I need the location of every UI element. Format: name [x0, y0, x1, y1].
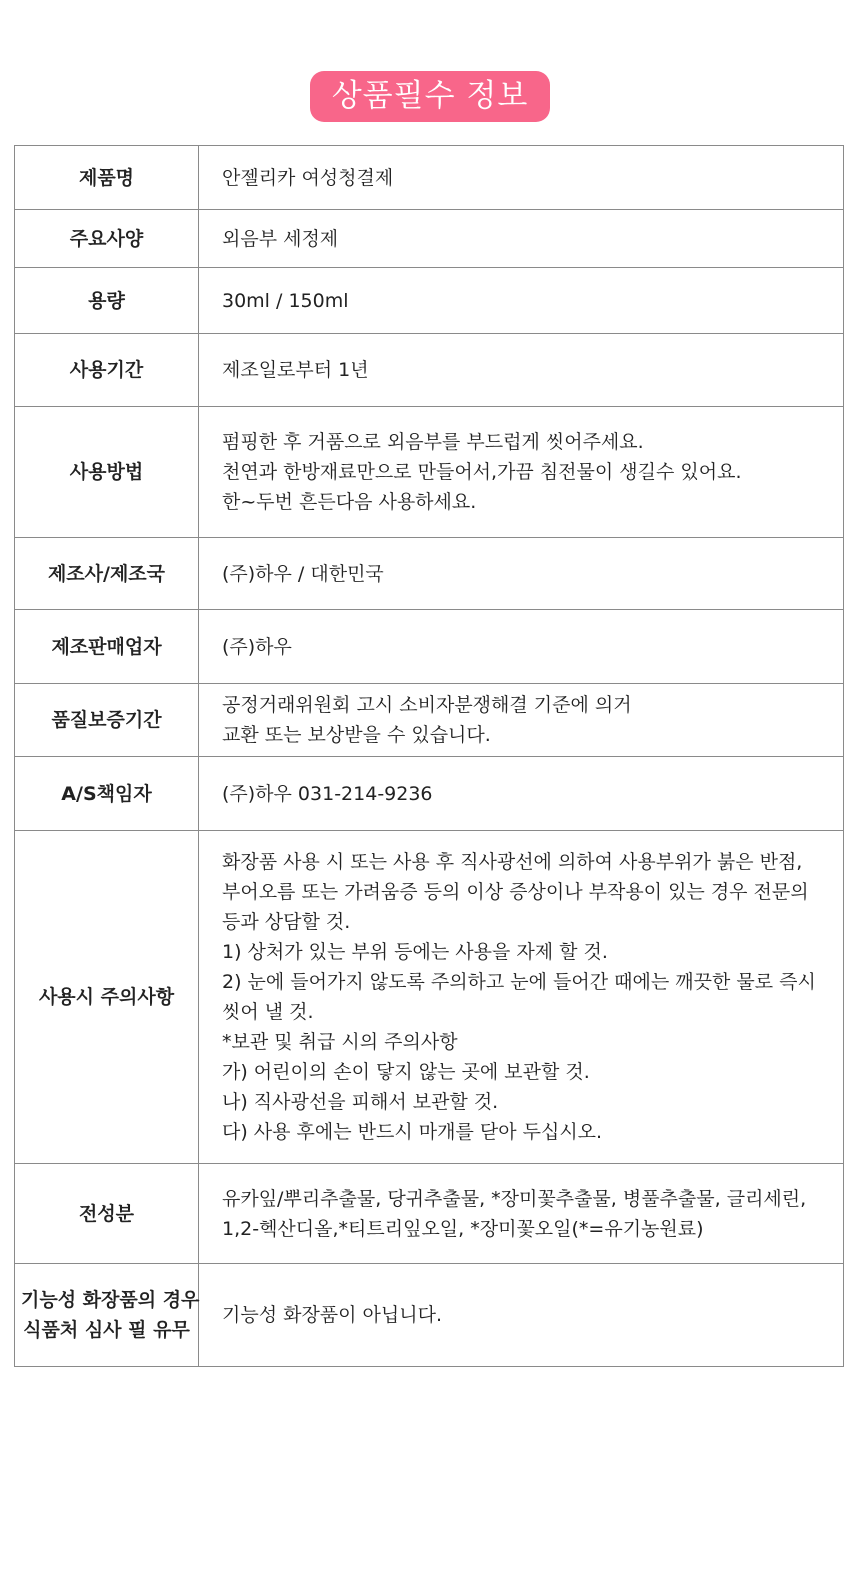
row-value-line: (주)하우 031-214-9236 — [222, 782, 433, 805]
table-row — [15, 334, 844, 407]
row-label: 제조판매업자 — [51, 635, 162, 658]
row-value-cell — [199, 146, 844, 210]
row-label: 제품명 — [78, 166, 135, 189]
table-row — [15, 538, 844, 610]
row-value-line: 가) 어린이의 손이 닿지 않는 곳에 보관할 것. — [222, 1061, 590, 1083]
row-label: 품질보증기간 — [51, 709, 162, 731]
row-value-line: 제조일로부터 1년 — [222, 359, 369, 381]
row-label-cell — [15, 210, 199, 268]
row-value-cell — [199, 268, 844, 334]
row-value-line: 부어오름 또는 가려움증 등의 이상 증상이나 부작용이 있는 경우 전문의 — [222, 881, 809, 903]
row-label-cell — [15, 407, 199, 538]
row-value-cell — [199, 610, 844, 684]
row-value-line: 나) 직사광선을 피해서 보관할 것. — [222, 1091, 499, 1113]
row-label-cell — [15, 334, 199, 407]
row-value-line: 펌핑한 후 거품으로 외음부를 부드럽게 씻어주세요. — [222, 431, 644, 453]
row-label-cell — [15, 1164, 199, 1264]
title-wrapper — [0, 71, 860, 122]
table-row — [15, 1264, 844, 1367]
row-value-line: 1) 상처가 있는 부위 등에는 사용을 자제 할 것. — [222, 941, 608, 963]
row-label: A/S책임자 — [61, 782, 152, 805]
row-label: 전성분 — [78, 1202, 135, 1225]
row-value-cell — [199, 684, 844, 757]
row-value-line: 다) 사용 후에는 반드시 마개를 닫아 두십시오. — [222, 1121, 603, 1143]
row-label: 용량 — [88, 289, 125, 312]
row-value-line: 1,2-헥산디올,*티트리잎오일, *장미꽃오일(*=유기농원료) — [222, 1217, 704, 1240]
row-value-cell — [199, 1164, 844, 1264]
table-row — [15, 146, 844, 210]
table-row — [15, 757, 844, 831]
row-value-line: 공정거래위원회 고시 소비자분쟁해결 기준에 의거 — [222, 694, 632, 716]
table-row — [15, 1164, 844, 1264]
row-value-line: 유카잎/뿌리추출물, 당귀추출물, *장미꽃추출물, 병풀추출물, 글리세린, — [222, 1187, 807, 1210]
row-label: 식품처 심사 필 유무 — [23, 1319, 190, 1341]
row-value-cell — [199, 538, 844, 610]
row-label-cell — [15, 831, 199, 1164]
table-row — [15, 268, 844, 334]
page-title: 상품필수 정보 — [310, 71, 551, 122]
row-value-cell — [199, 210, 844, 268]
row-label-cell — [15, 610, 199, 684]
row-value-line: 기능성 화장품이 아닙니다. — [222, 1304, 443, 1326]
row-value-cell — [199, 1264, 844, 1367]
row-value-line: 외음부 세정제 — [222, 227, 339, 250]
row-value-line: 30ml / 150ml — [222, 289, 349, 312]
row-value-cell — [199, 757, 844, 831]
row-label: 기능성 화장품의 경우 — [21, 1289, 200, 1311]
row-value-cell — [199, 334, 844, 407]
row-value-line: 안젤리카 여성청결제 — [222, 166, 394, 189]
table-row — [15, 210, 844, 268]
product-info-table-body — [15, 146, 844, 1367]
row-value-line: (주)하우 / 대한민국 — [222, 562, 384, 585]
row-value-line: 등과 상담할 것. — [222, 911, 351, 933]
row-value-line: 2) 눈에 들어가지 않도록 주의하고 눈에 들어간 때에는 깨끗한 물로 즉시 — [222, 971, 816, 993]
row-value-line: 한~두번 흔든다음 사용하세요. — [222, 491, 477, 513]
row-value-line: 교환 또는 보상받을 수 있습니다. — [222, 724, 491, 746]
table-row — [15, 684, 844, 757]
row-label-cell — [15, 684, 199, 757]
row-label-cell — [15, 757, 199, 831]
row-label: 사용기간 — [69, 359, 144, 381]
row-value-line: 화장품 사용 시 또는 사용 후 직사광선에 의하여 사용부위가 붉은 반점, — [222, 851, 803, 873]
table-row — [15, 610, 844, 684]
product-info-table — [14, 145, 844, 1367]
row-label-cell — [15, 146, 199, 210]
row-value-line: (주)하우 — [222, 635, 292, 658]
row-value-line: *보관 및 취급 시의 주의사항 — [222, 1031, 458, 1053]
row-value-line: 천연과 한방재료만으로 만들어서,가끔 침전물이 생길수 있어요. — [222, 461, 742, 483]
row-label: 사용시 주의사항 — [38, 986, 175, 1008]
row-value-cell — [199, 407, 844, 538]
row-label-cell — [15, 538, 199, 610]
row-label: 주요사양 — [69, 227, 144, 250]
row-label: 사용방법 — [69, 461, 144, 483]
row-label: 제조사/제조국 — [47, 562, 166, 585]
row-label-cell — [15, 268, 199, 334]
table-row — [15, 831, 844, 1164]
table-row — [15, 407, 844, 538]
row-value-cell — [199, 831, 844, 1164]
row-value-line: 씻어 낼 것. — [222, 1001, 314, 1023]
row-label-cell — [15, 1264, 199, 1367]
